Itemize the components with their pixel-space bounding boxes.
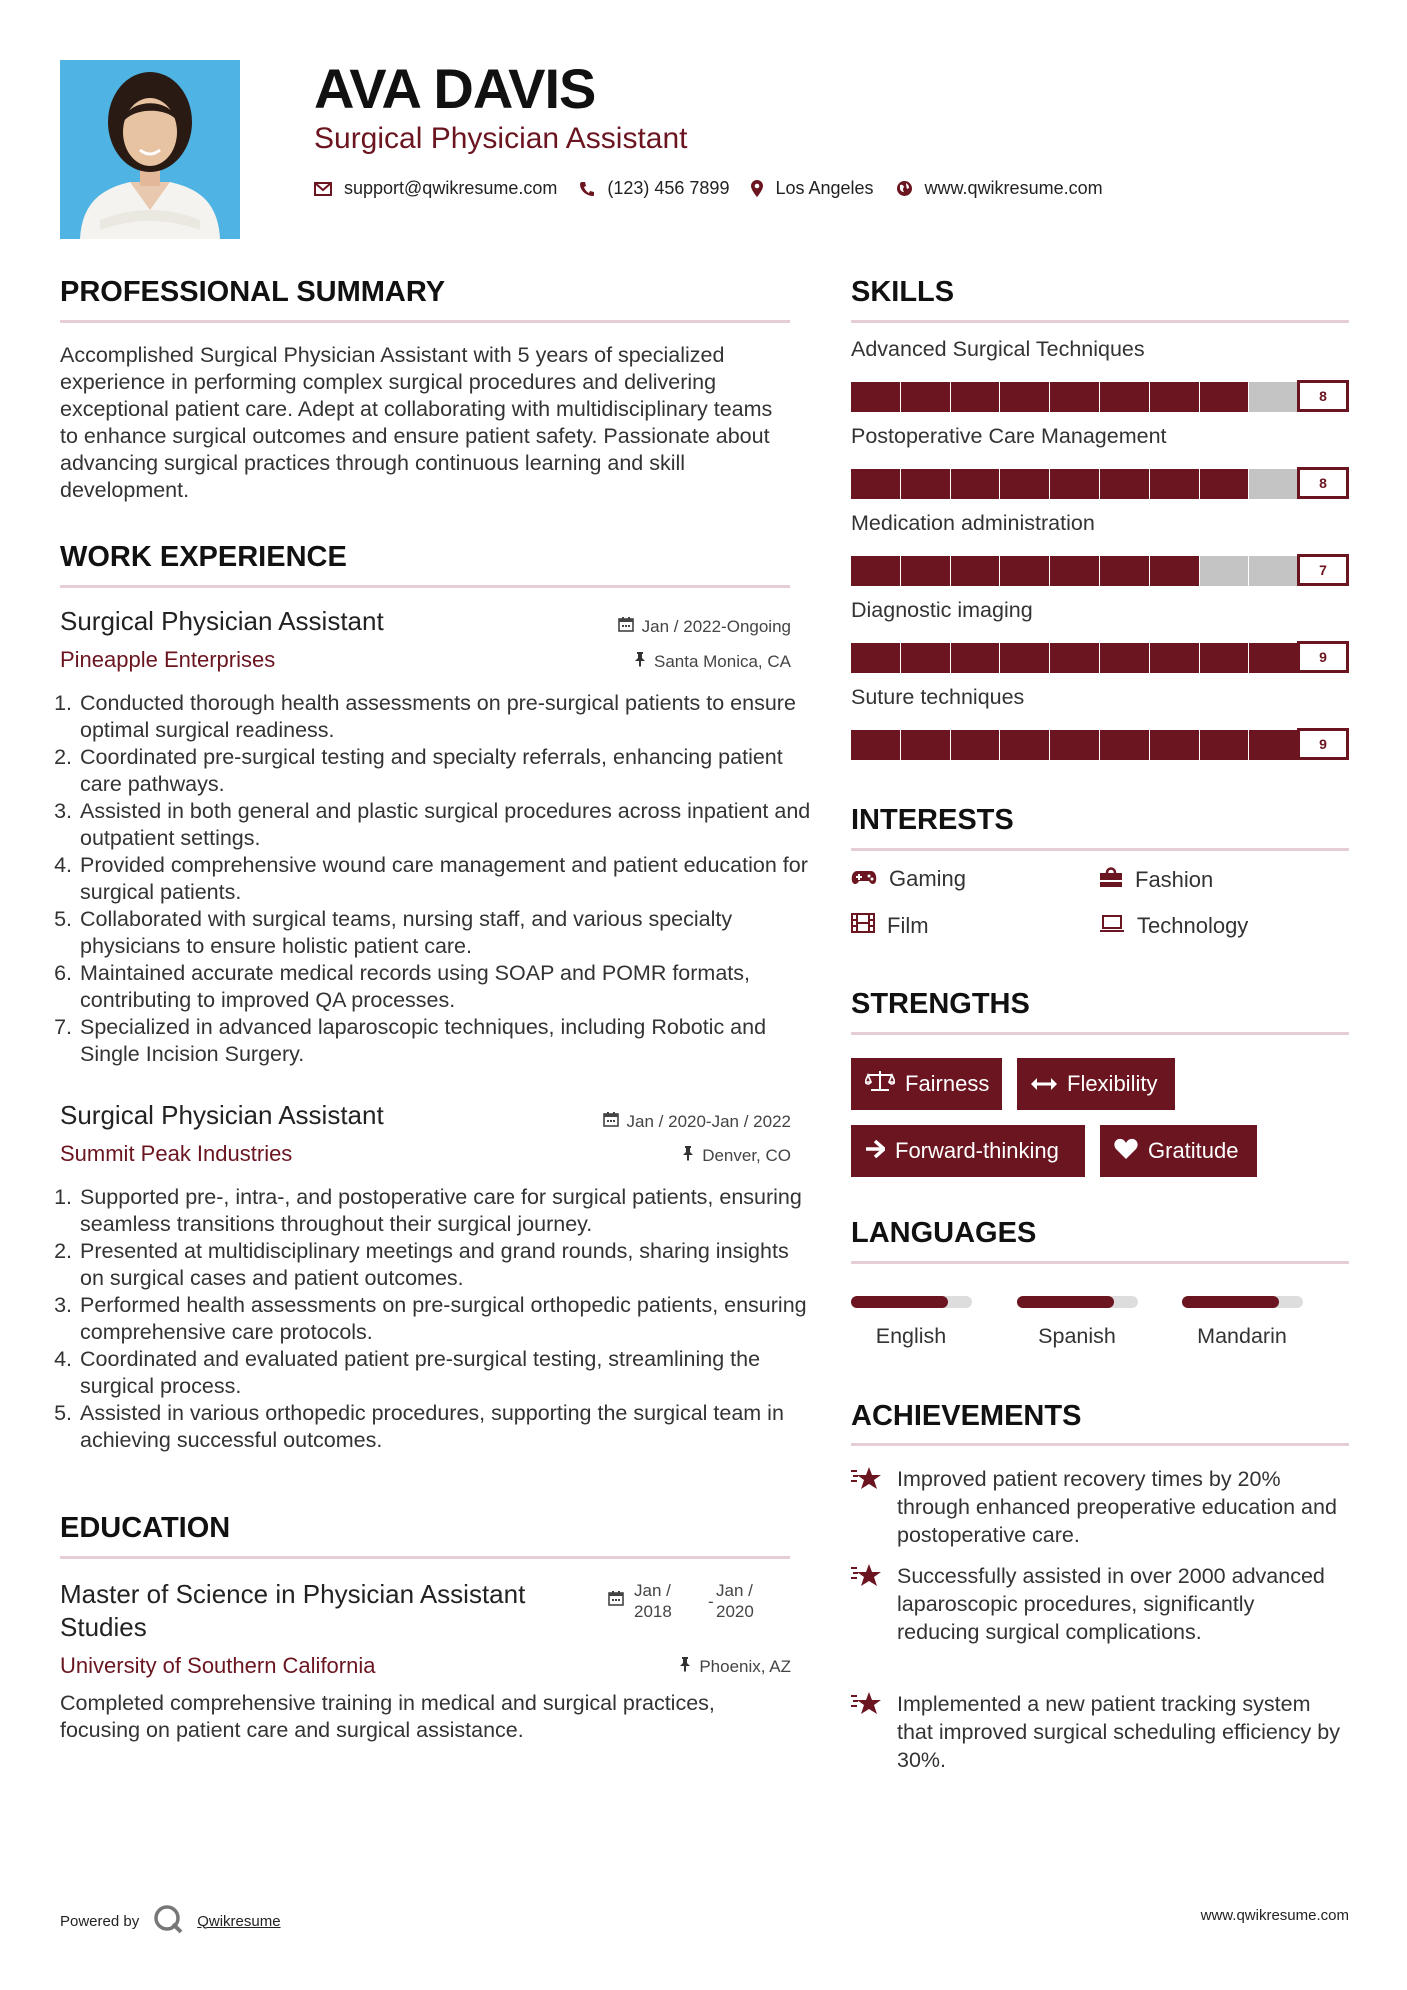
map-pin-icon xyxy=(751,180,763,197)
achievement-text: Implemented a new patient tracking system that improved surgical scheduling efficiency by 30%. xyxy=(897,1692,1340,1772)
skill-segment-filled xyxy=(851,643,900,673)
interest-label: Film xyxy=(887,913,929,938)
skill-segment-empty xyxy=(1249,556,1298,586)
skill-segment-filled xyxy=(951,730,1000,760)
language-level-fill xyxy=(1017,1296,1114,1308)
skill-segment-filled xyxy=(1000,730,1049,760)
skills-rule xyxy=(851,320,1349,323)
footer-url[interactable]: www.qwikresume.com xyxy=(1200,1907,1349,1924)
languages-heading: LANGUAGES xyxy=(851,1217,1037,1249)
skill-segment-filled xyxy=(1050,469,1099,499)
job-responsibilities xyxy=(60,1184,813,1454)
achievements-heading: ACHIEVEMENTS xyxy=(851,1400,1082,1432)
list-item: 4. Coordinated and evaluated patient pre-surgical testing, streamlining the surgical process. xyxy=(78,1346,813,1400)
education-start-line1: Jan / xyxy=(634,1581,671,1600)
strength-label: Forward-thinking xyxy=(895,1138,1059,1163)
skill-segment-filled xyxy=(1100,556,1149,586)
star-icon xyxy=(851,1690,883,1774)
qwikresume-logo-icon xyxy=(153,1904,183,1938)
footer-powered xyxy=(60,1904,281,1938)
skill-segment-filled xyxy=(901,643,950,673)
skill-segment-filled xyxy=(1200,730,1249,760)
skill-segment-filled xyxy=(1050,556,1099,586)
list-item: 6. Maintained accurate medical records using SOAP and POMR formats, contributing to improved QA processes. xyxy=(78,960,813,1014)
interest-label: Fashion xyxy=(1135,867,1214,892)
skill-segment-filled xyxy=(1150,643,1199,673)
strength-label: Gratitude xyxy=(1148,1138,1239,1163)
language-name: Spanish xyxy=(1038,1324,1116,1348)
skill-segment-filled xyxy=(1000,469,1049,499)
job-dates-text: Jan / 2020-Jan / 2022 xyxy=(626,1111,791,1131)
education-start-line2: 2018 xyxy=(634,1602,672,1621)
list-item: 1. Conducted thorough health assessments on pre-surgical patients to ensure optimal surgical readiness. xyxy=(78,690,813,744)
language-level-bar xyxy=(851,1296,972,1308)
strengths-rule xyxy=(851,1032,1349,1035)
skill-bar xyxy=(851,556,1349,586)
list-item: 3. Assisted in both general and plastic surgical procedures across inpatient and outpatient settings. xyxy=(78,798,813,852)
balance-scale-icon xyxy=(865,1070,895,1098)
list-item: 7. Specialized in advanced laparoscopic techniques, including Robotic and Single Incision Surgery. xyxy=(78,1014,813,1068)
star-icon xyxy=(851,1465,883,1549)
skill-segment-filled xyxy=(1000,382,1049,412)
education-description: Completed comprehensive training in medical and surgical practices, focusing on patient care and surgical assistance. xyxy=(60,1691,715,1742)
pushpin-icon xyxy=(634,651,646,672)
skill-score: 9 xyxy=(1297,728,1349,760)
skill-name: Diagnostic imaging xyxy=(851,598,1033,622)
interest-item xyxy=(851,866,966,892)
achievement-item xyxy=(851,1562,1341,1646)
skill-segment-filled xyxy=(951,382,1000,412)
star-icon xyxy=(851,1562,883,1646)
powered-by-text: Powered by xyxy=(60,1912,140,1930)
list-item: 2. Coordinated pre-surgical testing and specialty referrals, enhancing patient care pathways. xyxy=(78,744,813,798)
skill-segment-filled xyxy=(1050,382,1099,412)
contact-phone[interactable]: (123) 456 7899 xyxy=(607,178,730,198)
job-location-text: Denver, CO xyxy=(702,1145,791,1165)
skill-segment-filled xyxy=(901,556,950,586)
list-item: 4. Provided comprehensive wound care management and patient education for surgical patients. xyxy=(78,852,813,906)
skill-segment-filled xyxy=(901,469,950,499)
education-rule xyxy=(60,1556,790,1559)
skill-segment-filled xyxy=(1100,643,1149,673)
candidate-title: Surgical Physician Assistant xyxy=(314,122,688,155)
interest-label: Gaming xyxy=(889,866,967,891)
education-end-line1: Jan / xyxy=(716,1581,753,1600)
education-location-text: Phoenix, AZ xyxy=(699,1656,791,1676)
shopping-bag-icon xyxy=(1099,866,1123,894)
phone-icon xyxy=(579,181,595,197)
arrows-horizontal-icon xyxy=(1031,1071,1057,1097)
skill-segment-filled xyxy=(1249,730,1298,760)
skill-score: 8 xyxy=(1297,380,1349,412)
interest-item xyxy=(1099,913,1248,939)
summary-rule xyxy=(60,320,790,323)
skill-segment-filled xyxy=(1150,469,1199,499)
pushpin-icon xyxy=(679,1656,691,1677)
skill-name: Medication administration xyxy=(851,511,1095,535)
skill-segment-empty xyxy=(1249,382,1298,412)
strength-label: Fairness xyxy=(905,1071,990,1096)
skill-score: 9 xyxy=(1297,641,1349,673)
skill-segment-filled xyxy=(1050,730,1099,760)
job-company: Pineapple Enterprises xyxy=(60,647,276,672)
strength-badge xyxy=(851,1058,1002,1110)
school-name: University of Southern California xyxy=(60,1653,376,1678)
education-dates xyxy=(608,1580,793,1630)
skill-segment-filled xyxy=(1150,556,1199,586)
language-level-bar xyxy=(1182,1296,1303,1308)
list-item: 5. Collaborated with surgical teams, nursing staff, and various specialty physicians to ensure holistic patient care. xyxy=(78,906,813,960)
skill-segment-filled xyxy=(1100,382,1149,412)
skill-bar xyxy=(851,469,1349,499)
skill-name: Postoperative Care Management xyxy=(851,424,1167,448)
skill-segment-filled xyxy=(1000,643,1049,673)
skills-heading: SKILLS xyxy=(851,276,955,308)
envelope-icon xyxy=(314,182,332,196)
contact-location: Los Angeles xyxy=(775,178,874,198)
pushpin-icon xyxy=(682,1145,694,1166)
skill-segment-filled xyxy=(951,643,1000,673)
education-start xyxy=(634,1580,672,1622)
heart-icon xyxy=(1114,1138,1138,1165)
job-company: Summit Peak Industries xyxy=(60,1141,293,1166)
language-name: English xyxy=(875,1324,947,1348)
skill-segment-empty xyxy=(1200,556,1249,586)
job-dates xyxy=(480,616,791,637)
interests-rule xyxy=(851,848,1349,851)
interest-item xyxy=(851,913,929,939)
skill-segment-filled xyxy=(1100,469,1149,499)
job-location xyxy=(480,1145,791,1166)
skill-segment-filled xyxy=(851,730,900,760)
skill-segment-filled xyxy=(951,556,1000,586)
film-icon xyxy=(851,913,875,939)
languages-rule xyxy=(851,1261,1349,1264)
achievements-rule xyxy=(851,1443,1349,1446)
skill-segment-filled xyxy=(1200,469,1249,499)
job-title: Surgical Physician Assistant xyxy=(60,606,384,636)
profile-photo xyxy=(60,60,240,239)
skill-name: Suture techniques xyxy=(851,685,1025,709)
skill-score: 7 xyxy=(1297,554,1349,586)
list-item: 1. Supported pre-, intra-, and postoperative care for surgical patients, ensuring seamless transitions throughout their surgical journey. xyxy=(78,1184,813,1238)
calendar-icon xyxy=(618,616,634,637)
job-dates xyxy=(480,1111,791,1132)
achievement-item xyxy=(851,1690,1341,1774)
education-location xyxy=(480,1656,791,1677)
job-location xyxy=(480,651,791,672)
laptop-icon xyxy=(1099,913,1125,939)
language-name: Mandarin xyxy=(1197,1324,1287,1348)
skill-segment-filled xyxy=(1150,382,1199,412)
skill-bar xyxy=(851,643,1349,673)
education-end xyxy=(716,1580,754,1622)
education-heading: EDUCATION xyxy=(60,1512,231,1544)
arrow-right-icon xyxy=(865,1138,885,1164)
skill-segment-filled xyxy=(1000,556,1049,586)
contact-email[interactable]: support@qwikresume.com xyxy=(344,178,558,198)
skill-segment-filled xyxy=(1150,730,1199,760)
gamepad-icon xyxy=(851,866,877,892)
achievement-text: Successfully assisted in over 2000 advanced laparoscopic procedures, significantly reducing surgical complications. xyxy=(897,1564,1325,1644)
skill-segment-filled xyxy=(1200,382,1249,412)
skill-score: 8 xyxy=(1297,467,1349,499)
skill-segment-filled xyxy=(1249,643,1298,673)
language-level-bar xyxy=(1017,1296,1138,1308)
skill-segment-filled xyxy=(851,556,900,586)
job-responsibilities xyxy=(60,690,813,1068)
interests-heading: INTERESTS xyxy=(851,804,1014,836)
experience-rule xyxy=(60,585,790,588)
job-location-text: Santa Monica, CA xyxy=(653,651,791,671)
job-dates-text: Jan / 2022-Ongoing xyxy=(641,616,791,636)
list-item: 5. Assisted in various orthopedic procedures, supporting the surgical team in achieving successful outcomes. xyxy=(78,1400,813,1454)
skill-segment-filled xyxy=(851,382,900,412)
degree-title: Master of Science in Physician Assistant Studies xyxy=(60,1579,526,1642)
skill-name: Advanced Surgical Techniques xyxy=(851,337,1145,361)
language-level-fill xyxy=(851,1296,948,1308)
candidate-name: AVA DAVIS xyxy=(314,57,596,120)
globe-icon xyxy=(896,180,913,197)
contact-website[interactable]: www.qwikresume.com xyxy=(924,178,1103,198)
skill-segment-filled xyxy=(951,469,1000,499)
achievement-text: Improved patient recovery times by 20% through enhanced preoperative education and postoperative care. xyxy=(897,1467,1337,1547)
interest-label: Technology xyxy=(1137,913,1249,938)
skill-segment-filled xyxy=(1200,643,1249,673)
skill-bar xyxy=(851,382,1349,412)
contact-bar xyxy=(314,178,1125,199)
list-item: 3. Performed health assessments on pre-surgical orthopedic patients, ensuring comprehensive care protocols. xyxy=(78,1292,813,1346)
strength-badge xyxy=(1100,1125,1257,1177)
brand-link[interactable]: Qwikresume xyxy=(197,1912,281,1930)
skill-segment-empty xyxy=(1249,469,1298,499)
summary-heading: PROFESSIONAL SUMMARY xyxy=(60,276,446,308)
language-level-fill xyxy=(1182,1296,1279,1308)
skill-segment-filled xyxy=(1050,643,1099,673)
skill-segment-filled xyxy=(901,382,950,412)
calendar-icon xyxy=(603,1111,619,1132)
interest-item xyxy=(1099,866,1213,894)
summary-text: Accomplished Surgical Physician Assistant with 5 years of specialized experience in performing complex surgical procedures and delivering exceptional patient care. Adept at collaborating with multidisciplinary teams to enhance surgical outcomes and ensure patient safety. Passionate about advancing surgical practices through continuous learning and skill development. xyxy=(60,343,773,502)
strength-badge xyxy=(1017,1058,1175,1110)
date-separator: - xyxy=(708,1592,714,1611)
skill-bar xyxy=(851,730,1349,760)
strength-badge xyxy=(851,1125,1085,1177)
person-portrait xyxy=(60,60,240,239)
achievement-item xyxy=(851,1465,1341,1549)
calendar-icon xyxy=(608,1590,624,1611)
skill-segment-filled xyxy=(851,469,900,499)
job-title: Surgical Physician Assistant xyxy=(60,1100,384,1130)
strength-label: Flexibility xyxy=(1067,1071,1158,1096)
list-item: 2. Presented at multidisciplinary meetings and grand rounds, sharing insights on surgical cases and patient outcomes. xyxy=(78,1238,813,1292)
skill-segment-filled xyxy=(901,730,950,760)
experience-heading: WORK EXPERIENCE xyxy=(60,541,347,573)
strengths-heading: STRENGTHS xyxy=(851,988,1030,1020)
education-end-line2: 2020 xyxy=(716,1602,754,1621)
skill-segment-filled xyxy=(1100,730,1149,760)
